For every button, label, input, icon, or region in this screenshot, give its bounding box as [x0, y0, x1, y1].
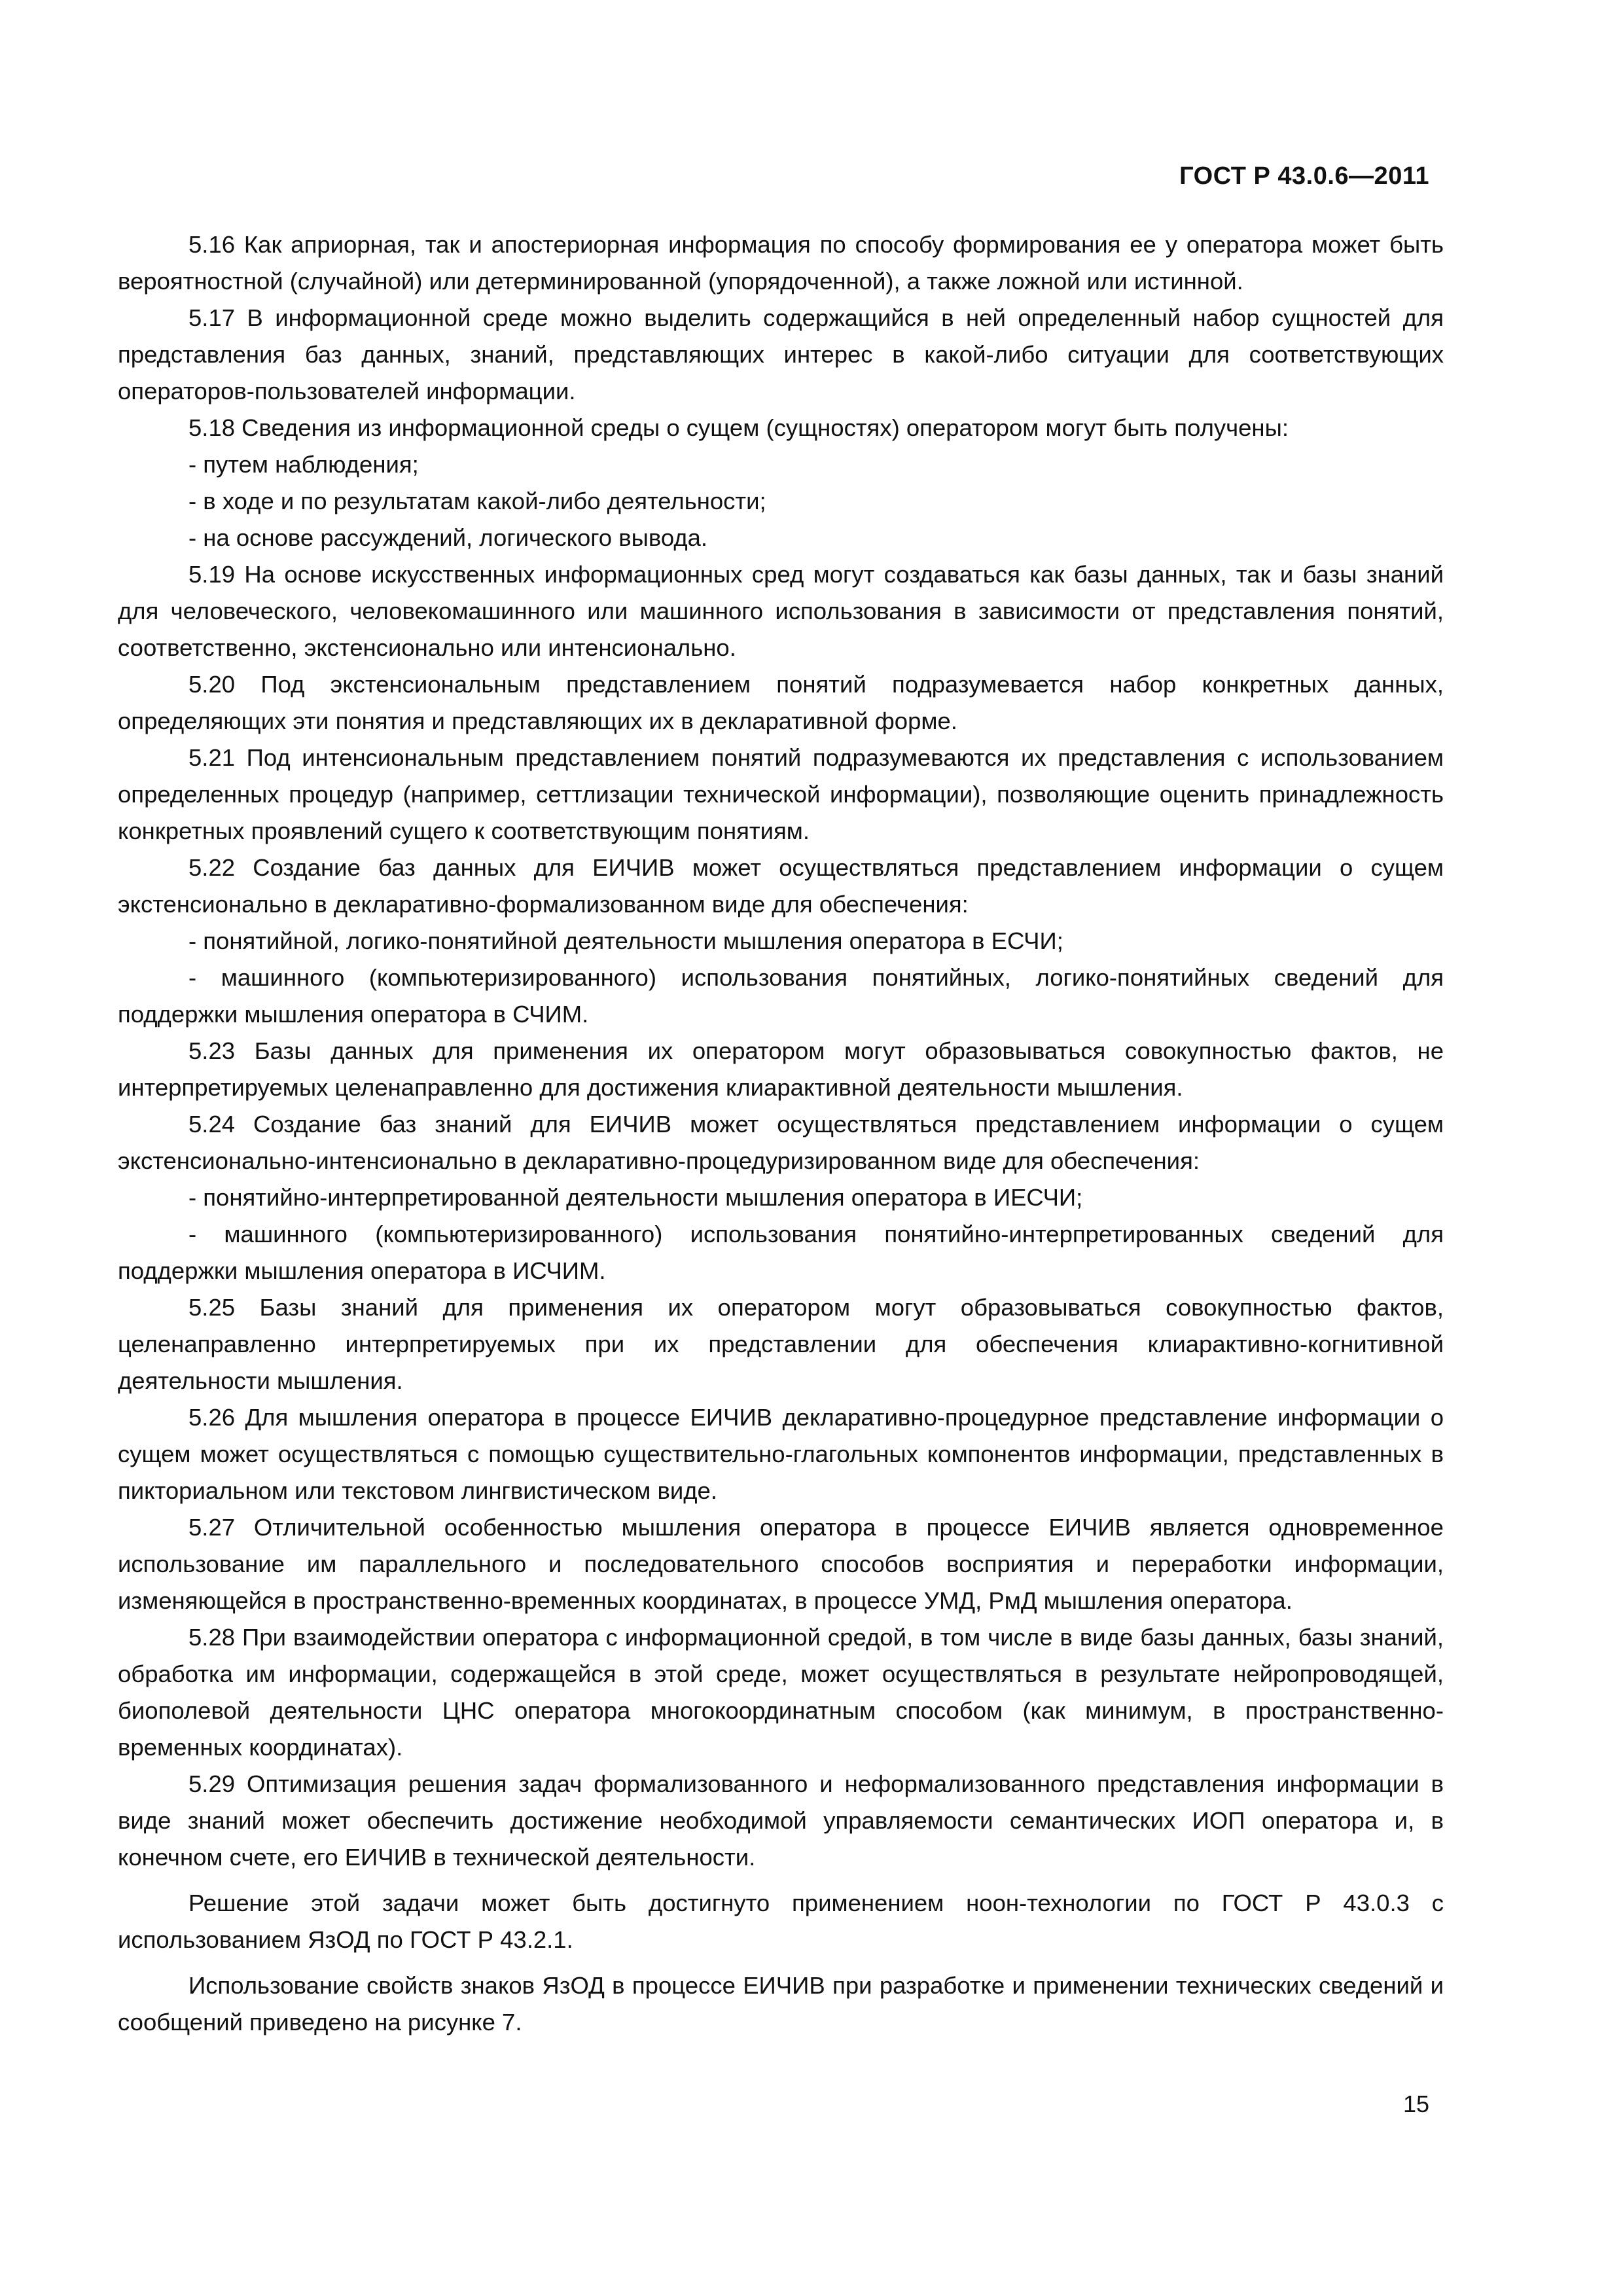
page-number: 15 [1402, 2090, 1429, 2117]
paragraph-5-18: 5.18 Сведения из информационной среды о сущем (сущностях) оператором могут быть получены: [188, 414, 1289, 441]
body-text [118, 226, 1444, 2041]
paragraph-5-29: 5.29 Оптимизация решения задач формализованного и неформализованного представления информации в виде знаний может обеспечить достижение необходимой управляемости семантических ИОП оператора и, в конечном счете, его ЕИЧИВ в технической деятельности. [118, 1770, 1444, 1871]
paragraph-solution: Решение этой задачи может быть достигнуто применением ноон-технологии по ГОСТ Р 43.0.3 с использованием ЯзОД по ГОСТ Р 43.2.1. [118, 1890, 1444, 1953]
paragraph-5-26: 5.26 Для мышления оператора в процессе ЕИЧИВ декларативно-процедурное представление информации о сущем может осуществляться с помощью существительно-глагольных компонентов информации, представленных в пикториальном или текстовом лингвистическом виде. [118, 1404, 1444, 1504]
paragraph-5-27: 5.27 Отличительной особенностью мышления оператора в процессе ЕИЧИВ является одновременное использование им параллельного и последовательного способов восприятия и переработки информации, изменяющейся в пространственно-временных координатах, в процессе УМД, РмД мышления оператора. [118, 1514, 1444, 1614]
paragraph-5-16: 5.16 Как априорная, так и апостериорная информация по способу формирования ее у оператора может быть вероятностной (случайной) или детерминированной (упорядоченной), а также ложной или истинной. [118, 231, 1444, 295]
paragraph-5-22: 5.22 Создание баз данных для ЕИЧИВ может осуществляться представлением информации о сущем экстенсионально в декларативно-формализованном виде для обеспечения: [118, 854, 1444, 918]
paragraph-5-24: 5.24 Создание баз знаний для ЕИЧИВ может осуществляться представлением информации о сущем экстенсионально-интенсионально в декларативно-процедуризированном виде для обеспечения: [118, 1111, 1444, 1174]
paragraph-5-17: 5.17 В информационной среде можно выделить содержащийся в ней определенный набор сущностей для представления баз данных, знаний, представляющих интерес в какой-либо ситуации для соответствующих операторов-пользователей информации. [118, 304, 1444, 404]
list-item: - понятийной, логико-понятийной деятельности мышления оператора в ЕСЧИ; [188, 927, 1063, 954]
paragraph-5-23: 5.23 Базы данных для применения их оператором могут образовываться совокупностью фактов, не интерпретируемых целенаправленно для достижения клиарактивной деятельности мышления. [118, 1037, 1444, 1101]
standard-header: ГОСТ Р 43.0.6—2011 [1179, 162, 1429, 190]
list-item: - машинного (компьютеризированного) использования понятийных, логико-понятийных сведений для поддержки мышления оператора в СЧИМ. [118, 964, 1444, 1028]
list-item: - на основе рассуждений, логического вывода. [188, 524, 708, 551]
paragraph-5-21: 5.21 Под интенсиональным представлением понятий подразумеваются их представления с использованием определенных процедур (например, сеттлизации технической информации), позволяющие оценить принадлежность конкретных проявлений сущего к соответствующим понятиям. [118, 744, 1444, 844]
list-item: - в ходе и по результатам какой-либо деятельности; [188, 488, 766, 514]
list-item: - путем наблюдения; [188, 451, 419, 478]
paragraph-5-28: 5.28 При взаимодействии оператора с информационной средой, в том числе в виде базы данных, базы знаний, обработка им информации, содержащейся в этой среде, может осуществляться в результате нейропроводящей, биополевой деятельности ЦНС оператора многокоординатным способом (как минимум, в пространственно-временных координатах). [118, 1624, 1444, 1761]
list-item: - машинного (компьютеризированного) использования понятийно-интерпретированных сведений для поддержки мышления оператора в ИСЧИМ. [118, 1221, 1444, 1284]
paragraph-figure-reference: Использование свойств знаков ЯзОД в процессе ЕИЧИВ при разработке и применении технических сведений и сообщений приведено на рисунке 7. [118, 1972, 1444, 2036]
list-item: - понятийно-интерпретированной деятельности мышления оператора в ИЕСЧИ; [188, 1184, 1083, 1211]
paragraph-5-25: 5.25 Базы знаний для применения их оператором могут образовываться совокупностью фактов, целенаправленно интерпретируемых при их представлении для обеспечения клиарактивно-когнитивной деятельности мышления. [118, 1294, 1444, 1394]
paragraph-5-19: 5.19 На основе искусственных информационных сред могут создаваться как базы данных, так и базы знаний для человеческого, человекомашинного или машинного использования в зависимости от представления понятий, соответственно, экстенсионально или интенсионально. [118, 561, 1444, 661]
paragraph-5-20: 5.20 Под экстенсиональным представлением понятий подразумевается набор конкретных данных, определяющих эти понятия и представляющих их в декларативной форме. [118, 671, 1444, 734]
